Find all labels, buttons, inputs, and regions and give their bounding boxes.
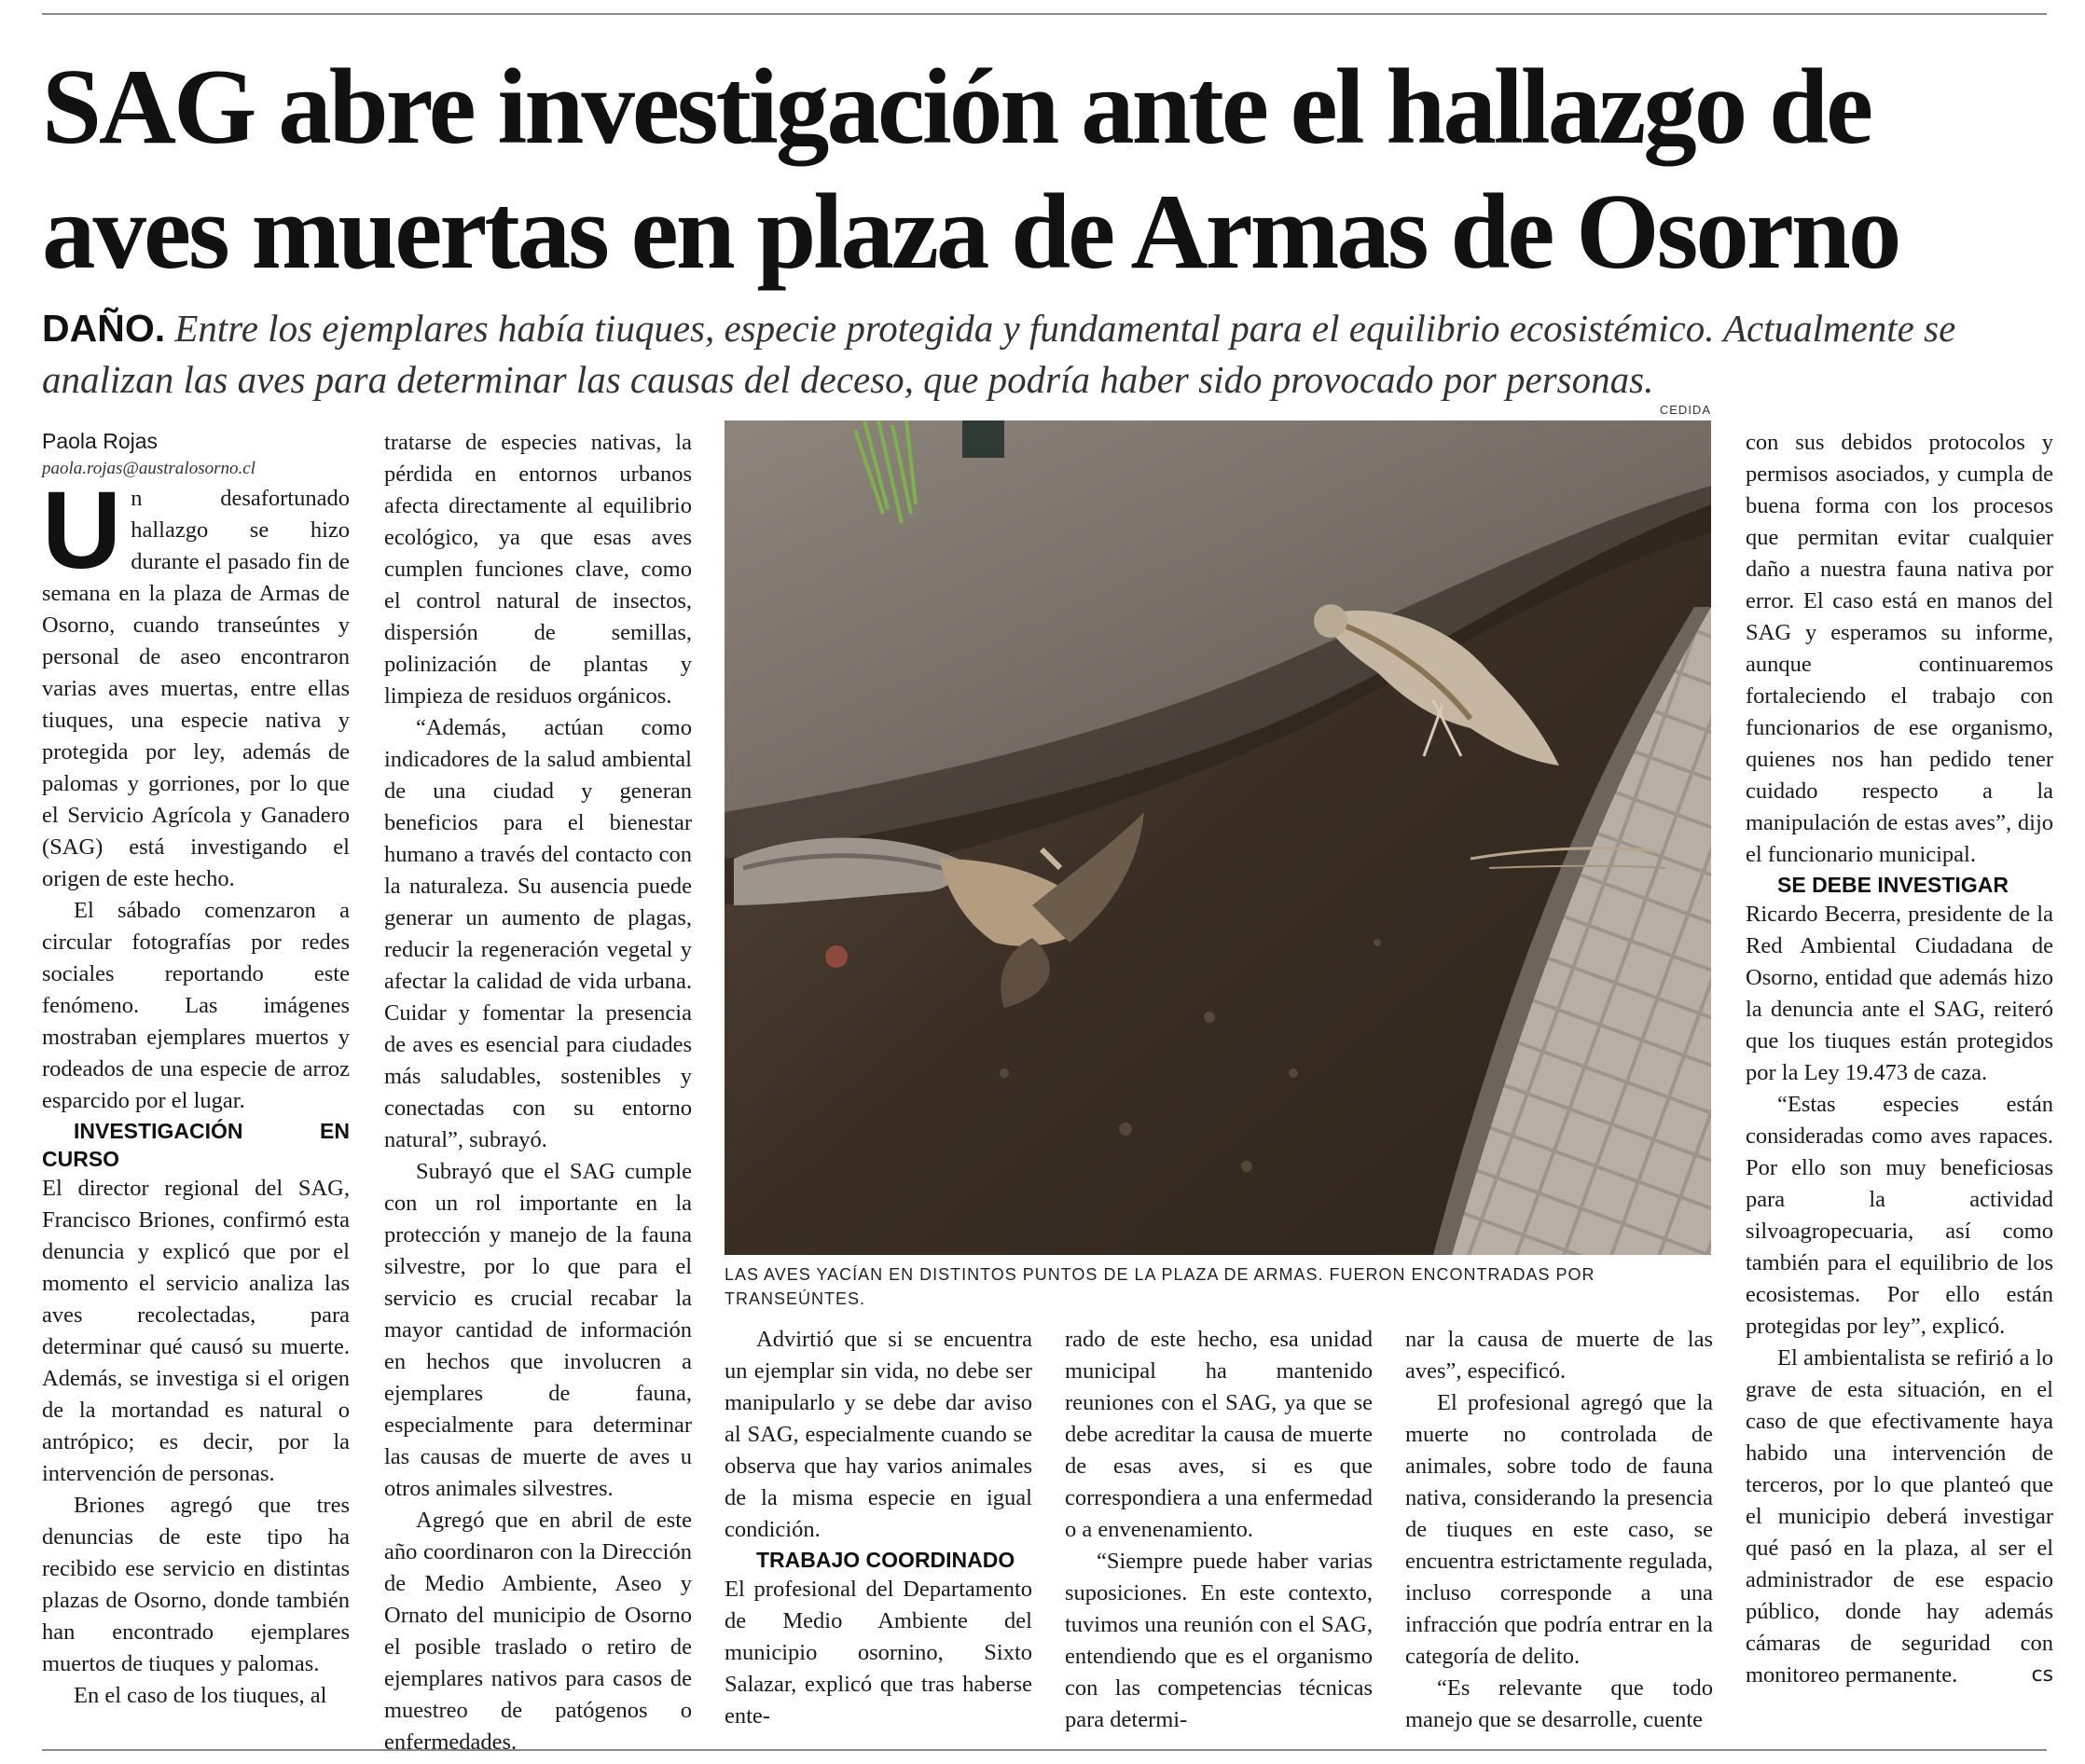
col3-paragraph: El profesional del Departamento de Medio Ambiente del municipio osornino, Sixto Salazar, explicó que tras haberse ente- (725, 1577, 1032, 1729)
col6-paragraph: con sus debidos protocolos y permisos asociados, y cumpla de buena forma con los procesos que permitan evitar cualquier daño a nuestra fauna nativa por error. El caso está en manos del SAG y esperamos su informe, aunque continuaremos fortaleciendo el trabajo con funcionarios de ese organismo, quienes nos han pedido tener cuidado respecto a la manipulación de estas aves”, dijo el funcionario municipal. (1746, 430, 2053, 867)
col4-paragraph: “Siempre puede haber varias suposiciones. En este contexto, tuvimos una reunión con el SAG, entendiendo que es el organismo con las competencias técnicas para determi- (1065, 1549, 1373, 1732)
headline-line-2: aves muertas en plaza de Armas de Osorno (42, 172, 1899, 291)
col6-paragraph: El ambientalista se refirió a lo grave de esta situación, en el caso de que efectivamente haya habido una intervención de terceros, por lo que planteó que el municipio deberá investigar qué pasó en la plaza, al ser el administrador de ese espacio público, donde hay además cámaras de seguridad con monitoreo permanente. cs (1746, 1343, 2053, 1691)
col3-paragraph: Advirtió que si se encuentra un ejemplar sin vida, no debe ser manipularlo y se debe dar aviso al SAG, especialmente cuando se observa que hay varios animales de la misma especie en igual condición. (725, 1327, 1032, 1542)
subhead-investigacion: INVESTIGACIÓN EN CURSO (42, 1119, 350, 1171)
headline (42, 45, 2056, 295)
deck-lead: DAÑO. (42, 307, 166, 350)
col6-paragraph: Ricardo Becerra, presidente de la Red Ambiental Ciudadana de Osorno, entidad que además hizo la denuncia ante el SAG, reiteró que los tiuques están protegidos por la Ley 19.473 de caza. (1746, 902, 2053, 1085)
deck (42, 303, 2056, 406)
top-rule (42, 13, 2047, 15)
col2-paragraph: Subrayó que el SAG cumple con un rol importante en la protección y manejo de la fauna silvestre, por lo que para el servicio es crucial recabar la mayor cantidad de información en hechos que involucren a ejemplares de fauna, especialmente para determinar las causas de muerte de aves u otros animales silvestres. (384, 1159, 692, 1501)
col1-paragraph: En el caso de los tiuques, al (74, 1683, 327, 1708)
col1-paragraph: El sábado comenzaron a circular fotografías por redes sociales reportando este fenómeno. Las imágenes mostraban ejemplares muertos y rodeados de una especie de arroz esparcido por el lugar. (42, 898, 350, 1113)
end-mark: cs (2031, 1663, 2053, 1687)
col5-paragraph: El profesional agregó que la muerte no controlada de animales, sobre todo de fauna nativa, considerando la presencia de tiuques en este caso, se encuentra estrictamente regulada, incluso corresponde a una infracción que podría entrar en la categoría de delito. (1405, 1390, 1713, 1669)
column-2 (384, 427, 692, 1758)
photo-caption: LAS AVES YACÍAN EN DISTINTOS PUNTOS DE LA PLAZA DE ARMAS. FUERON ENCONTRADAS POR TRANSEÚNTES. (725, 1265, 1595, 1308)
col2-paragraph: “Además, actúan como indicadores de la salud ambiental de una ciudad y generan beneficios para el bienestar humano a través del contacto con la naturaleza. Su ausencia puede generar un aumento de plagas, reducir la regeneración vegetal y afectar la calidad de vida urbana. Cuidar y fomentar la presencia de aves es esencial para ciudades más saludables, sostenibles y conectadas con su entorno natural”, subrayó. (384, 715, 692, 1152)
col2-paragraph: Agregó que en abril de este año coordinaron con la Dirección de Medio Ambiente, Aseo y Ornato del municipio de Osorno el posible traslado o retiro de ejemplares nativos para casos de muestreo de patógenos o enfermedades. (384, 1508, 692, 1755)
col1-paragraph: Un desafortunado hallazgo se hizo durante el pasado fin de semana en la plaza de Armas de Osorno, cuando transeúntes y personal de aseo encontraron varias aves muertas, entre ellas tiuques, una especie nativa y protegida por ley, además de palomas y gorriones, por lo que el Servicio Agrícola y Ganadero (SAG) está investigando el origen de este hecho. (42, 469, 350, 891)
bottom-rule (42, 1749, 2047, 1751)
subhead-se-debe-investigar: SE DEBE INVESTIGAR (1777, 873, 2009, 897)
headline-line-1: SAG abre investigación ante el hallazgo de (42, 48, 1871, 166)
deck-text: Entre los ejemplares había tiuques, especie protegida y fundamental para el equilibrio ecosistémico. Actualmente se analizan las aves para determinar las causas del deceso, que podría haber sido provocado por personas. (42, 307, 1956, 401)
column-6 (1746, 427, 2053, 1691)
col6-paragraph: “Estas especies están consideradas como aves rapaces. Por ello son muy beneficiosas para la actividad silvoagropecuaria, así como también para el equilibrio de los ecosistemas. Por ello están protegidas por ley”, explicó. (1746, 1092, 2053, 1339)
column-5 (1405, 1324, 1713, 1736)
photo-dead-birds (725, 420, 1711, 1255)
column-4 (1065, 1324, 1373, 1736)
col4-paragraph: rado de este hecho, esa unidad municipal ha mantenido reuniones con el SAG, ya que se debe acreditar la causa de muerte de esas aves, si es que correspondiera a una enfermedad o a envenenamiento. (1065, 1327, 1373, 1542)
col1-paragraph: El director regional del SAG, Francisco Briones, confirmó esta denuncia y explicó que por el momento el servicio analiza las aves recolectadas, para determinar qué causó su muerte. Además, se investiga si el origen de la mortandad es natural o antrópico; es decir, por la intervención de personas. (42, 1176, 350, 1486)
col2-paragraph: tratarse de especies nativas, la pérdida en entornos urbanos afecta directamente al equilibrio ecológico, ya que esas aves cumplen funciones clave, como el control natural de insectos, dispersión de semillas, polinización de plantas y limpieza de residuos orgánicos. (384, 430, 692, 709)
col5-paragraph: nar la causa de muerte de las aves”, especificó. (1405, 1327, 1713, 1384)
column-3 (725, 1324, 1032, 1732)
photo-credit: CEDIDA (1659, 403, 1711, 417)
drop-cap: U (42, 469, 122, 592)
subhead-trabajo: TRABAJO COORDINADO (756, 1548, 1015, 1572)
author: Paola Rojas (42, 429, 159, 453)
col1-paragraph: Briones agregó que tres denuncias de este tipo ha recibido ese servicio en distintas plazas de Osorno, donde también han encontrado ejemplares muertos de tiuques y palomas. (42, 1493, 350, 1676)
column-1 (42, 427, 350, 1712)
author-email: paola.rojas@australosorno.cl (42, 459, 255, 478)
article-photo (725, 420, 1711, 1255)
col5-paragraph: “Es relevante que todo manejo que se desarrolle, cuente (1405, 1675, 1713, 1732)
